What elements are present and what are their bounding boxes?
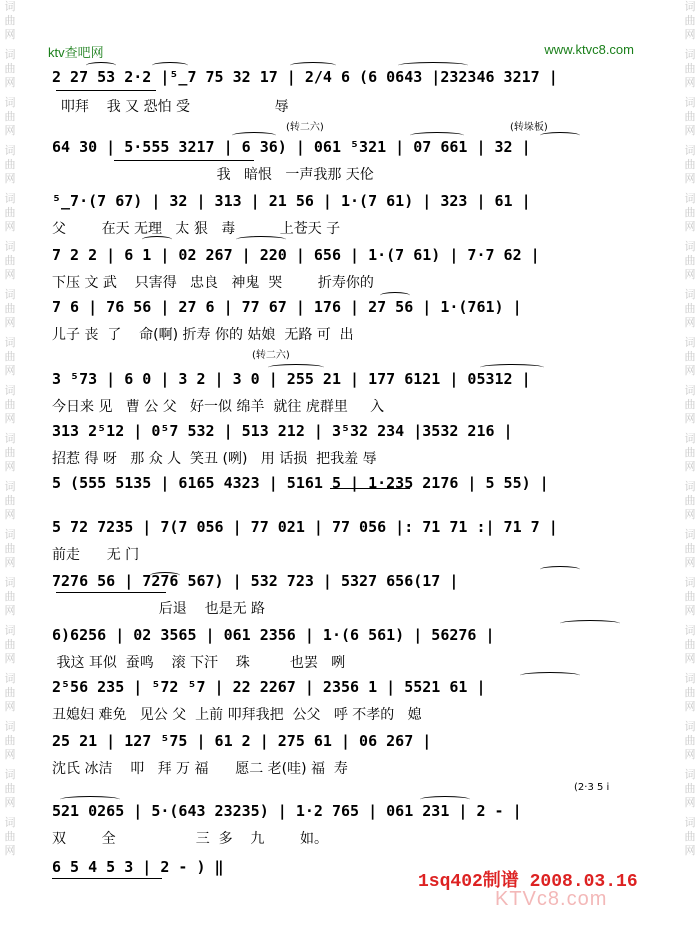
watermark-text: 词 曲 网	[684, 240, 696, 281]
score-line: 7 6 | 76 56 | 27 6 | 77 67 | 176 | 27 56 | 1·(761) |	[52, 298, 522, 316]
lyric-line: 叩拜 我 又 恐怕 受 辱	[52, 99, 289, 115]
watermark-text: 词 曲 网	[684, 48, 696, 89]
score-line: 3 ⁵73 | 6 0 | 3 2 | 3 0 | 255 21 | 177 6121 | 05312 |	[52, 370, 531, 388]
watermark-text: 词 曲 网	[4, 96, 16, 137]
lyric-line: 我这 耳似 蚕鸣 滚 下汗 珠 也罢 咧	[52, 655, 346, 671]
score-line: 5 72 7235 | 7(7 056 | 77 021 | 77 056 |: 71 71 :| 71 7 |	[52, 518, 558, 536]
slur-mark	[560, 620, 620, 627]
watermark-text: 词 曲 网	[4, 384, 16, 425]
score-line: 5 (555 5135 | 6165 4323 | 5161 5 | 1·235 2176 | 5 55) |	[52, 474, 549, 492]
slur-mark	[150, 572, 180, 579]
score-line: 7276 56 | 7276 567) | 532 723 | 5327 656(17 |	[52, 572, 459, 590]
watermark-text: 词 曲 网	[684, 624, 696, 665]
watermark-text: 词 曲 网	[684, 672, 696, 713]
slur-mark	[410, 132, 464, 139]
lyric-line: 儿子 丧 了 命(啊) 折寿 你的 姑娘 无路 可 出	[52, 327, 354, 343]
slur-mark	[232, 132, 276, 139]
watermark-text: 词 曲 网	[4, 144, 16, 185]
watermark-text: 词 曲 网	[684, 288, 696, 329]
slur-mark	[152, 62, 188, 69]
score-line: 2 27 53 2·2 |⁵̲7 75 32 17 | 2/4 6 (6 0643 |232346 3217 |	[52, 68, 558, 86]
slur-mark	[380, 292, 410, 299]
watermark-text: 词 曲 网	[4, 336, 16, 377]
lyric-line: 下压 文 武 只害得 忠良 神鬼 哭 折寿你的	[52, 275, 374, 291]
watermark-text: 词 曲 网	[4, 480, 16, 521]
lyric-line: 今日来 见 曹 公 父 好一似 绵羊 就往 虎群里 入	[52, 399, 385, 415]
right-watermark-column	[680, 0, 700, 950]
watermark-text: 词 曲 网	[684, 384, 696, 425]
header-site-url: www.ktvc8.com	[544, 42, 634, 57]
watermark-text: 词 曲 网	[684, 816, 696, 857]
lyric-line: 双 全 三 多 九 如。	[52, 831, 329, 847]
beam-line	[56, 90, 156, 91]
watermark-text: 词 曲 网	[684, 336, 696, 377]
slur-mark	[480, 364, 544, 371]
watermark-text: 词 曲 网	[4, 816, 16, 857]
header-site-name: ktv查吧网	[48, 45, 104, 60]
beam-line	[56, 592, 166, 593]
watermark-text: 词 曲 网	[684, 576, 696, 617]
slur-mark	[398, 62, 468, 69]
score-line: 7 2 2 | 6 1 | 02 267 | 220 | 656 | 1·(7 61) | 7·7 62 |	[52, 246, 540, 264]
score-line: 521 0265 | 5·(643 23235) | 1·2 765 | 061 231 | 2 - |	[52, 802, 522, 820]
watermark-text: 词 曲 网	[4, 768, 16, 809]
watermark-text: 词 曲 网	[4, 288, 16, 329]
footer-credit: 1sq402制谱 2008.03.16	[418, 872, 638, 892]
watermark-text: 词 曲 网	[684, 192, 696, 233]
watermark-text: 词 曲 网	[684, 432, 696, 473]
lyric-line: 招惹 得 呀 那 众 人 笑丑 (咧) 用 话损 把我羞 辱	[52, 451, 377, 467]
watermark-text: 词 曲 网	[4, 576, 16, 617]
watermark-text: 词 曲 网	[684, 144, 696, 185]
watermark-text: 词 曲 网	[684, 768, 696, 809]
annotation-zhuan-erliu-2: (转二六)	[252, 350, 290, 361]
footer-logo-reflection: KTVc8.com	[495, 888, 608, 910]
slur-mark	[420, 796, 470, 803]
left-watermark-column	[0, 0, 20, 950]
watermark-text: 词 曲 网	[4, 528, 16, 569]
lyric-line: 丑媳妇 难免 见公 父 上前 叩拜我把 公父 呼 不孝的 媳	[52, 707, 422, 723]
watermark-text: 词 曲 网	[4, 624, 16, 665]
score-line: 64 30 | 5·555 3217 | 6 36) | 061 ⁵321 | 07 661 | 32 |	[52, 138, 531, 156]
slur-mark	[236, 236, 286, 243]
lyric-line: 沈氏 冰洁 叩 拜 万 福 愿二 老(哇) 福 寿	[52, 761, 348, 777]
annotation-zhuan-duoban: (转垛板)	[510, 122, 548, 133]
beam-line	[330, 488, 410, 489]
watermark-text: 词 曲 网	[4, 0, 16, 41]
lyric-line: 后退 也是无 路	[52, 601, 266, 617]
watermark-text: 词 曲 网	[4, 720, 16, 761]
annotation-notes-tail: (2·3 5 i	[574, 782, 610, 793]
watermark-text: 词 曲 网	[684, 96, 696, 137]
slur-mark	[142, 236, 172, 243]
score-line: 313 2⁵12 | 0⁵7 532 | 513 212 | 3⁵32 234 |3532 216 |	[52, 422, 513, 440]
watermark-text: 词 曲 网	[4, 192, 16, 233]
slur-mark	[60, 796, 120, 803]
score-line: 6 5 4 5 3 | 2 - ) ‖	[52, 858, 224, 876]
slur-mark	[290, 62, 336, 69]
lyric-line: 我 暗恨 一声我那 天伦	[52, 167, 374, 183]
watermark-text: 词 曲 网	[4, 240, 16, 281]
watermark-text: 词 曲 网	[4, 672, 16, 713]
lyric-line: 父 在天 无理 太 狠 毒 上苍天 子	[52, 221, 341, 237]
lyric-line: 前走 无 门	[52, 547, 140, 563]
slur-mark	[268, 364, 324, 371]
watermark-text: 词 曲 网	[4, 48, 16, 89]
watermark-text: 词 曲 网	[684, 528, 696, 569]
slur-mark	[540, 132, 580, 139]
score-line: 25 21 | 127 ⁵75 | 61 2 | 275 61 | 06 267 |	[52, 732, 432, 750]
annotation-zhuan-erliu-1: (转二六)	[286, 122, 324, 133]
score-line: 6)6256 | 02 3565 | 061 2356 | 1·(6 561) | 56276 |	[52, 626, 495, 644]
slur-mark	[540, 566, 580, 573]
watermark-text: 词 曲 网	[684, 720, 696, 761]
score-line: 2⁵56 235 | ⁵72 ⁵7 | 22 2267 | 2356 1 | 5521 61 |	[52, 678, 486, 696]
slur-mark	[86, 62, 116, 69]
watermark-text: 词 曲 网	[4, 432, 16, 473]
slur-mark	[520, 672, 580, 679]
watermark-text: 词 曲 网	[684, 0, 696, 41]
score-line: ⁵̲7·(7 67) | 32 | 313 | 21 56 | 1·(7 61) | 323 | 61 |	[52, 192, 531, 210]
watermark-text: 词 曲 网	[684, 480, 696, 521]
beam-line	[114, 160, 254, 161]
beam-line	[52, 878, 162, 879]
